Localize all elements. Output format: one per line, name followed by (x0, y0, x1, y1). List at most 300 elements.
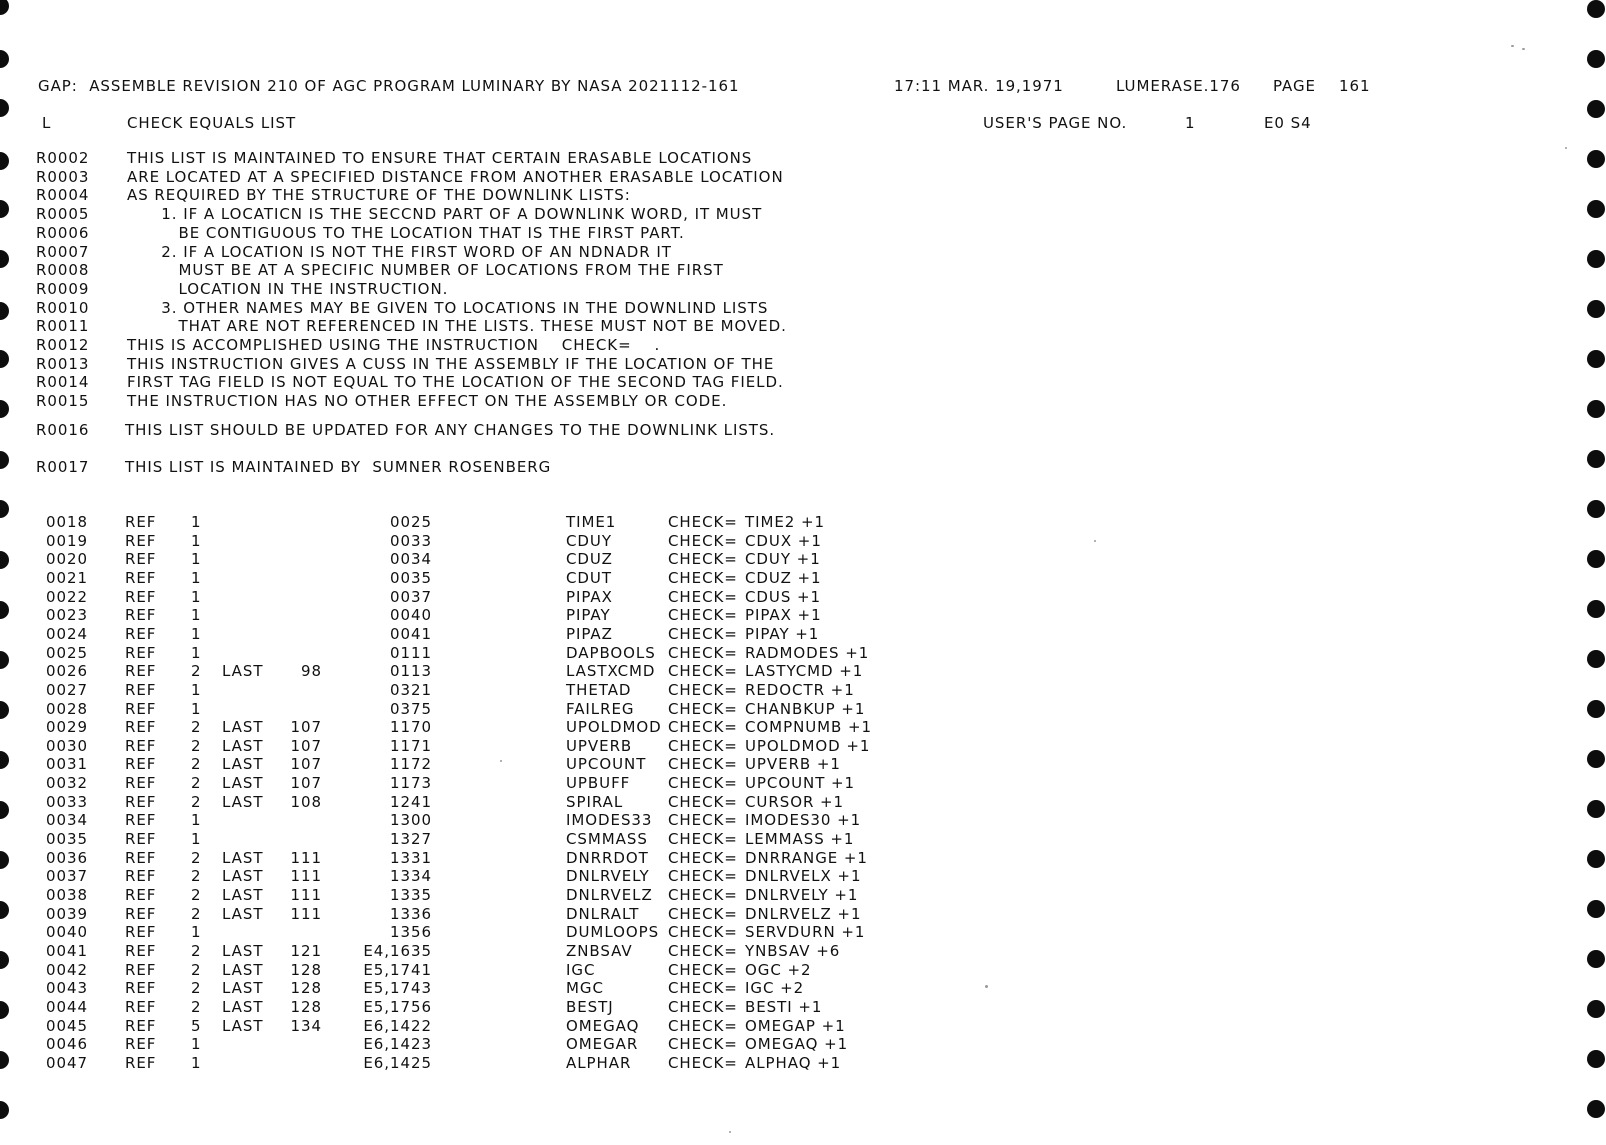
row-last: LAST (222, 1016, 264, 1035)
row-opcode: CHECK= (668, 774, 738, 793)
row-last-number: 134 (290, 1016, 322, 1035)
row-ref: REF (125, 848, 157, 867)
row-label: UPVERB (566, 736, 633, 755)
row-ref-count: 2 (191, 997, 202, 1016)
row-ref-count: 1 (191, 606, 202, 625)
row-ref: REF (125, 941, 157, 960)
row-last: LAST (222, 774, 264, 793)
scan-speck (1565, 147, 1567, 149)
row-label: ALPHAR (566, 1053, 632, 1072)
row-operand: LASTYCMD +1 (745, 662, 864, 681)
row-address: 1241 (390, 792, 432, 811)
feed-hole-icon (1587, 1000, 1605, 1018)
row-line-number: 0024 (46, 624, 88, 643)
row-ref-count: 2 (191, 848, 202, 867)
row-ref-count: 2 (191, 755, 202, 774)
row-operand: RADMODES +1 (745, 643, 870, 662)
row-ref: REF (125, 960, 157, 979)
row-ref-count: 1 (191, 550, 202, 569)
row-last-number: 107 (290, 755, 322, 774)
row-ref: REF (125, 830, 157, 849)
row-label: OMEGAR (566, 1035, 639, 1054)
row-line-number: 0031 (46, 755, 88, 774)
row-opcode: CHECK= (668, 606, 738, 625)
row-line-number: 0042 (46, 960, 88, 979)
row-opcode: CHECK= (668, 699, 738, 718)
row-label: IGC (566, 960, 596, 979)
row-ref-count: 1 (191, 531, 202, 550)
header-timestamp: 17:11 MAR. 19,1971 (894, 77, 1064, 95)
scan-speck (729, 1131, 731, 1133)
row-ref: REF (125, 736, 157, 755)
row-ref-count: 1 (191, 513, 202, 531)
row-ref-count: 1 (191, 811, 202, 830)
row-line-number: 0022 (46, 587, 88, 606)
row-ref-count: 2 (191, 792, 202, 811)
scan-speck (1511, 45, 1514, 47)
comment-line-number: R0010 (36, 298, 90, 317)
row-last-number: 111 (290, 904, 322, 923)
row-opcode: CHECK= (668, 997, 738, 1016)
row-address: 0037 (390, 587, 432, 606)
feed-hole-icon (0, 350, 9, 368)
row-line-number: 0032 (46, 774, 88, 793)
row-operand: UPVERB +1 (745, 755, 841, 774)
comment-line-number: R0005 (36, 205, 90, 224)
row-operand: DNLRVELX +1 (745, 867, 862, 886)
feed-hole-icon (1587, 250, 1605, 268)
row-last-number: 108 (290, 792, 322, 811)
row-operand: PIPAX +1 (745, 606, 822, 625)
feed-hole-icon (1587, 900, 1605, 918)
row-operand: BESTI +1 (745, 997, 823, 1016)
comment-line-number: R0012 (36, 336, 90, 354)
row-last-number: 121 (290, 941, 322, 960)
row-operand: ALPHAQ +1 (745, 1053, 842, 1072)
row-line-number: 0047 (46, 1053, 88, 1072)
row-operand: DNRRANGE +1 (745, 848, 868, 867)
feed-hole-icon (0, 951, 9, 969)
header-file: LUMERASE.176 (1116, 77, 1241, 95)
feed-hole-icon (0, 601, 9, 619)
row-last: LAST (222, 755, 264, 774)
feed-hole-icon (0, 0, 9, 15)
row-operand: UPCOUNT +1 (745, 774, 856, 793)
row-ref-count: 1 (191, 643, 202, 662)
row-opcode: CHECK= (668, 848, 738, 867)
row-last-number: 107 (290, 718, 322, 737)
row-ref-count: 2 (191, 886, 202, 904)
row-ref-count: 1 (191, 1035, 202, 1054)
row-opcode: CHECK= (668, 830, 738, 849)
row-address: 1171 (390, 736, 432, 755)
scan-speck (1094, 540, 1096, 542)
comment-line-number: R0007 (36, 242, 90, 261)
feed-hole-icon (1587, 500, 1605, 518)
comment-line-text: THAT ARE NOT REFERENCED IN THE LISTS. THESE MUST NOT BE MOVED. (127, 317, 787, 336)
row-ref-count: 2 (191, 867, 202, 886)
comment-line-number: R0009 (36, 279, 90, 298)
row-opcode: CHECK= (668, 923, 738, 942)
row-label: THETAD (566, 680, 632, 699)
row-opcode: CHECK= (668, 1053, 738, 1072)
feed-hole-icon (1587, 750, 1605, 768)
row-address: 1300 (390, 811, 432, 830)
comment-line-number: R0015 (36, 392, 90, 411)
row-line-number: 0034 (46, 811, 88, 830)
row-opcode: CHECK= (668, 736, 738, 755)
row-address: 1327 (390, 830, 432, 849)
row-operand: SERVDURN +1 (745, 923, 866, 942)
feed-hole-icon (1587, 550, 1605, 568)
scan-speck (985, 985, 988, 988)
row-last-number: 111 (290, 867, 322, 886)
row-line-number: 0044 (46, 997, 88, 1016)
comment-line-text: BE CONTIGUOUS TO THE LOCATION THAT IS THE FIRST PART. (127, 223, 685, 242)
feed-hole-icon (1587, 100, 1605, 118)
row-last-number: 128 (290, 960, 322, 979)
row-line-number: 0020 (46, 550, 88, 569)
row-label: OMEGAQ (566, 1016, 640, 1035)
row-label: IMODES33 (566, 811, 653, 830)
row-opcode: CHECK= (668, 1035, 738, 1054)
feed-hole-icon (0, 451, 9, 469)
row-operand: REDOCTR +1 (745, 680, 855, 699)
row-operand: COMPNUMB +1 (745, 718, 873, 737)
row-ref: REF (125, 867, 157, 886)
row-last-number: 111 (290, 848, 322, 867)
comment-line-text: 1. IF A LOCATICN IS THE SECCND PART OF A DOWNLINK WORD, IT MUST (127, 205, 763, 224)
row-last-number: 128 (290, 997, 322, 1016)
row-label: UPOLDMOD (566, 718, 662, 737)
feed-hole-icon (1587, 200, 1605, 218)
feed-hole-icon (1587, 650, 1605, 668)
row-ref: REF (125, 699, 157, 718)
feed-hole-icon (0, 651, 9, 669)
row-address: 0025 (390, 513, 432, 531)
row-label: LASTXCMD (566, 662, 656, 681)
row-line-number: 0046 (46, 1035, 88, 1054)
row-operand: YNBSAV +6 (745, 941, 841, 960)
comment-line-number: R0004 (36, 186, 90, 205)
row-opcode: CHECK= (668, 886, 738, 904)
row-operand: CDUY +1 (745, 550, 821, 569)
row-opcode: CHECK= (668, 662, 738, 681)
row-last: LAST (222, 662, 264, 681)
row-ref: REF (125, 1053, 157, 1072)
row-label: ZNBSAV (566, 941, 633, 960)
row-ref: REF (125, 680, 157, 699)
row-label: DAPBOOLS (566, 643, 656, 662)
row-last: LAST (222, 848, 264, 867)
scan-speck (500, 760, 502, 762)
feed-hole-icon (0, 1101, 9, 1119)
row-line-number: 0043 (46, 979, 88, 998)
row-label: UPCOUNT (566, 755, 647, 774)
comment-line-text: FIRST TAG FIELD IS NOT EQUAL TO THE LOCATION OF THE SECOND TAG FIELD. (127, 373, 784, 392)
row-address: 1335 (390, 886, 432, 904)
row-line-number: 0019 (46, 531, 88, 550)
row-address: 0321 (390, 680, 432, 699)
row-label: DNLRVELY (566, 867, 650, 886)
feed-hole-icon (1587, 600, 1605, 618)
subheader-code: E0 S4 (1264, 114, 1312, 132)
row-address: E5,1741 (363, 960, 432, 979)
feed-hole-icon (0, 851, 9, 869)
row-last: LAST (222, 867, 264, 886)
feed-hole-icon (1587, 400, 1605, 418)
row-ref: REF (125, 568, 157, 587)
row-operand: CDUS +1 (745, 587, 822, 606)
row-ref: REF (125, 774, 157, 793)
row-address: E6,1422 (363, 1016, 432, 1035)
row-label: DUMLOOPS (566, 923, 660, 942)
row-ref: REF (125, 979, 157, 998)
row-label: PIPAZ (566, 624, 613, 643)
row-line-number: 0036 (46, 848, 88, 867)
feed-hole-icon (0, 801, 9, 819)
note-line-text: THIS LIST SHOULD BE UPDATED FOR ANY CHANGES TO THE DOWNLINK LISTS. (125, 421, 776, 439)
row-opcode: CHECK= (668, 550, 738, 569)
row-opcode: CHECK= (668, 960, 738, 979)
feed-hole-icon (1587, 1050, 1605, 1068)
row-address: 1336 (390, 904, 432, 923)
feed-hole-icon (1587, 850, 1605, 868)
row-last: LAST (222, 960, 264, 979)
row-label: TIME1 (566, 513, 617, 531)
row-line-number: 0041 (46, 941, 88, 960)
row-address: 1170 (390, 718, 432, 737)
row-operand: CDUX +1 (745, 531, 822, 550)
row-last: LAST (222, 979, 264, 998)
row-label: BESTJ (566, 997, 614, 1016)
row-opcode: CHECK= (668, 941, 738, 960)
row-line-number: 0035 (46, 830, 88, 849)
row-opcode: CHECK= (668, 811, 738, 830)
row-line-number: 0028 (46, 699, 88, 718)
row-operand: IGC +2 (745, 979, 805, 998)
row-ref: REF (125, 662, 157, 681)
feed-hole-icon (0, 500, 9, 518)
section-title: CHECK EQUALS LIST (127, 114, 297, 132)
row-opcode: CHECK= (668, 568, 738, 587)
row-ref: REF (125, 624, 157, 643)
feed-hole-icon (1587, 300, 1605, 318)
row-operand: OMEGAQ +1 (745, 1035, 849, 1054)
row-address: 0040 (390, 606, 432, 625)
feed-hole-icon (0, 400, 9, 418)
row-label: FAILREG (566, 699, 635, 718)
row-ref: REF (125, 531, 157, 550)
feed-hole-icon (0, 200, 9, 218)
row-label: CSMMASS (566, 830, 648, 849)
row-address: 1172 (390, 755, 432, 774)
feed-hole-icon (0, 751, 9, 769)
row-opcode: CHECK= (668, 755, 738, 774)
row-address: E5,1743 (363, 979, 432, 998)
row-last-number: 107 (290, 736, 322, 755)
feed-hole-icon (0, 99, 9, 117)
row-operand: DNLRVELZ +1 (745, 904, 862, 923)
comment-line-number: R0003 (36, 167, 90, 186)
header-program: GAP: ASSEMBLE REVISION 210 OF AGC PROGRAM LUMINARY BY NASA 2021112-161 (38, 77, 740, 95)
row-label: UPBUFF (566, 774, 631, 793)
comment-line-text: ARE LOCATED AT A SPECIFIED DISTANCE FROM ANOTHER ERASABLE LOCATION (127, 167, 784, 186)
row-address: E6,1425 (363, 1053, 432, 1072)
comment-line-text: 3. OTHER NAMES MAY BE GIVEN TO LOCATIONS IN THE DOWNLIND LISTS (127, 298, 769, 317)
feed-hole-icon (0, 250, 9, 268)
row-address: E5,1756 (363, 997, 432, 1016)
row-address: E6,1423 (363, 1035, 432, 1054)
row-opcode: CHECK= (668, 587, 738, 606)
row-address: 0033 (390, 531, 432, 550)
row-ref-count: 1 (191, 624, 202, 643)
row-opcode: CHECK= (668, 904, 738, 923)
row-ref-count: 2 (191, 941, 202, 960)
row-address: 1334 (390, 867, 432, 886)
comment-line-number: R0006 (36, 223, 90, 242)
comment-line-number: R0013 (36, 354, 90, 373)
comment-line-text: AS REQUIRED BY THE STRUCTURE OF THE DOWNLINK LISTS: (127, 186, 631, 205)
feed-hole-icon (1587, 150, 1605, 168)
row-opcode: CHECK= (668, 513, 738, 531)
row-last: LAST (222, 997, 264, 1016)
row-ref-count: 1 (191, 680, 202, 699)
row-ref: REF (125, 1016, 157, 1035)
row-last: LAST (222, 941, 264, 960)
feed-hole-icon (1587, 950, 1605, 968)
header-page-number: 161 (1339, 77, 1371, 95)
row-ref: REF (125, 643, 157, 662)
row-label: CDUY (566, 531, 612, 550)
comment-line-text: THIS IS ACCOMPLISHED USING THE INSTRUCTION CHECK= . (127, 336, 661, 354)
note-line-number: R0016 (36, 421, 90, 439)
row-opcode: CHECK= (668, 979, 738, 998)
row-line-number: 0021 (46, 568, 88, 587)
row-line-number: 0038 (46, 886, 88, 904)
feed-hole-icon (1587, 450, 1605, 468)
row-ref: REF (125, 550, 157, 569)
row-address: 0111 (390, 643, 432, 662)
users-page-number: 1 (1185, 114, 1196, 132)
row-ref-count: 5 (191, 1016, 202, 1035)
row-line-number: 0025 (46, 643, 88, 662)
row-ref: REF (125, 923, 157, 942)
header-page-label: PAGE (1273, 77, 1316, 95)
row-opcode: CHECK= (668, 718, 738, 737)
row-operand: CHANBKUP +1 (745, 699, 866, 718)
users-page-label: USER'S PAGE NO. (983, 114, 1128, 132)
row-ref-count: 1 (191, 923, 202, 942)
row-operand: OGC +2 (745, 960, 812, 979)
comment-line-text: THIS INSTRUCTION GIVES A CUSS IN THE ASSEMBLY IF THE LOCATION OF THE (127, 354, 775, 373)
feed-hole-icon (1587, 1100, 1605, 1118)
comment-line-text: THE INSTRUCTION HAS NO OTHER EFFECT ON THE ASSEMBLY OR CODE. (127, 392, 728, 411)
row-address: 0034 (390, 550, 432, 569)
comment-line-number: R0014 (36, 373, 90, 392)
row-ref-count: 1 (191, 699, 202, 718)
row-ref: REF (125, 904, 157, 923)
row-last: LAST (222, 792, 264, 811)
row-address: E4,1635 (363, 941, 432, 960)
row-operand: CDUZ +1 (745, 568, 822, 587)
row-last: LAST (222, 718, 264, 737)
comment-line-text: 2. IF A LOCATION IS NOT THE FIRST WORD OF AN NDNADR IT (127, 242, 672, 261)
row-operand: CURSOR +1 (745, 792, 845, 811)
row-opcode: CHECK= (668, 1016, 738, 1035)
row-address: 0113 (390, 662, 432, 681)
row-ref-count: 2 (191, 718, 202, 737)
comment-line-text: MUST BE AT A SPECIFIC NUMBER OF LOCATIONS FROM THE FIRST (127, 261, 724, 280)
row-ref: REF (125, 1035, 157, 1054)
row-label: CDUZ (566, 550, 613, 569)
feed-hole-icon (0, 302, 9, 320)
row-operand: DNLRVELY +1 (745, 886, 859, 904)
row-line-number: 0045 (46, 1016, 88, 1035)
row-line-number: 0030 (46, 736, 88, 755)
row-ref: REF (125, 606, 157, 625)
comment-line-text: LOCATION IN THE INSTRUCTION. (127, 279, 449, 298)
row-address: 1356 (390, 923, 432, 942)
row-opcode: CHECK= (668, 624, 738, 643)
row-opcode: CHECK= (668, 643, 738, 662)
row-address: 0375 (390, 699, 432, 718)
row-line-number: 0026 (46, 662, 88, 681)
feed-hole-icon (0, 1001, 9, 1019)
feed-hole-icon (0, 152, 9, 170)
row-opcode: CHECK= (668, 680, 738, 699)
row-operand: PIPAY +1 (745, 624, 820, 643)
row-address: 1331 (390, 848, 432, 867)
feed-hole-icon (0, 701, 9, 719)
feed-hole-icon (0, 1051, 9, 1069)
row-address: 0035 (390, 568, 432, 587)
row-label: SPIRAL (566, 792, 624, 811)
row-last: LAST (222, 736, 264, 755)
row-line-number: 0029 (46, 718, 88, 737)
row-line-number: 0018 (46, 513, 88, 531)
row-line-number: 0033 (46, 792, 88, 811)
feed-hole-icon (1587, 350, 1605, 368)
row-ref: REF (125, 755, 157, 774)
row-operand: LEMMASS +1 (745, 830, 855, 849)
note-line-text: THIS LIST IS MAINTAINED BY SUMNER ROSENBERG (125, 458, 552, 476)
feed-hole-icon (1587, 0, 1605, 18)
subheader-mark: L (42, 114, 52, 132)
comment-line-text: THIS LIST IS MAINTAINED TO ENSURE THAT CERTAIN ERASABLE LOCATIONS (127, 149, 753, 167)
row-label: DNLRVELZ (566, 886, 653, 904)
row-opcode: CHECK= (668, 792, 738, 811)
comment-line-number: R0002 (36, 149, 90, 167)
row-last-number: 98 (301, 662, 322, 681)
comment-line-number: R0011 (36, 317, 90, 336)
row-line-number: 0040 (46, 923, 88, 942)
row-label: DNLRALT (566, 904, 640, 923)
row-ref-count: 2 (191, 736, 202, 755)
row-operand: TIME2 +1 (745, 513, 826, 531)
row-ref-count: 2 (191, 662, 202, 681)
row-address: 1173 (390, 774, 432, 793)
row-ref-count: 1 (191, 1053, 202, 1072)
row-line-number: 0027 (46, 680, 88, 699)
row-operand: OMEGAP +1 (745, 1016, 846, 1035)
row-last-number: 111 (290, 886, 322, 904)
row-opcode: CHECK= (668, 531, 738, 550)
row-label: MGC (566, 979, 604, 998)
row-label: DNRRDOT (566, 848, 649, 867)
row-ref: REF (125, 792, 157, 811)
row-address: 0041 (390, 624, 432, 643)
